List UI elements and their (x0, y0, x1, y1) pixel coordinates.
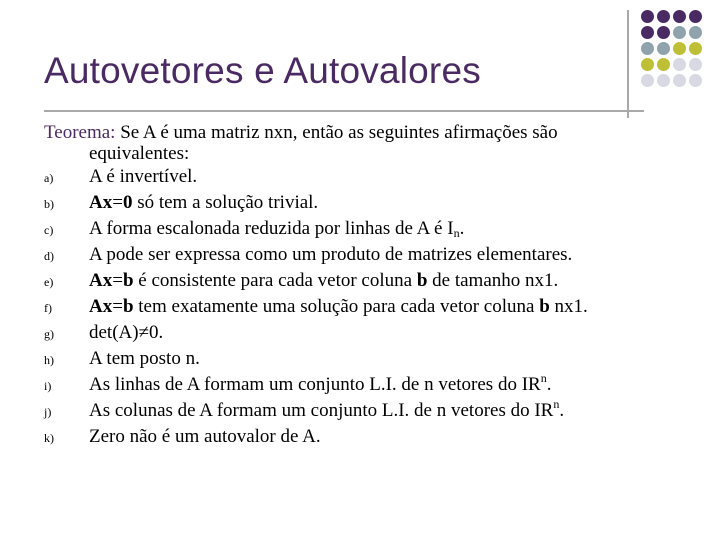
bold-term: 0 (122, 192, 133, 213)
item-marker: c) (44, 223, 54, 237)
item-marker: i) (44, 379, 52, 393)
list-item-f (44, 294, 714, 320)
list-item-d (44, 242, 714, 268)
item-marker: d) (44, 249, 54, 263)
decorative-dot (641, 10, 654, 23)
text-fragment: As colunas de A formam um conjunto L.I. de n vetores do IR (89, 400, 554, 421)
text-fragment: é consistente para cada vetor coluna (133, 270, 417, 291)
item-marker: j) (44, 405, 52, 419)
list-item-g (44, 320, 714, 346)
decorative-dot (673, 58, 686, 71)
theorem-text: Se A é uma matriz nxn, então as seguintes afirmações são (115, 122, 558, 143)
superscript: n (553, 397, 560, 411)
item-marker: k) (44, 431, 54, 445)
text-fragment: = (112, 192, 123, 213)
item-marker: f) (44, 301, 52, 315)
list-item-c (44, 216, 714, 242)
slide-title: Autovetores e Autovalores (44, 50, 481, 91)
bold-term: b (416, 270, 428, 291)
bold-term: b (122, 296, 134, 317)
item-text: A tem posto n. (89, 348, 200, 369)
decorative-dot (657, 58, 670, 71)
list-item-j (44, 398, 714, 424)
decorative-dot (673, 42, 686, 55)
list-item-k (44, 424, 714, 450)
text-fragment: tem exatamente uma solução para cada vetor coluna (133, 296, 540, 317)
bold-term: b (539, 296, 550, 317)
item-text (89, 398, 564, 424)
superscript: n (540, 371, 547, 385)
item-text (89, 216, 464, 242)
decorative-dot (641, 58, 654, 71)
item-text (89, 294, 588, 320)
theorem-statement (44, 122, 714, 164)
item-text: det(A)≠0. (89, 322, 164, 343)
item-text: Zero não é um autovalor de A. (89, 426, 321, 447)
text-fragment: = (112, 270, 123, 291)
subscript: n (453, 226, 460, 240)
bold-term: b (122, 270, 134, 291)
item-text (89, 190, 318, 216)
decorative-dot (657, 10, 670, 23)
decorative-dot (657, 26, 670, 39)
item-text: A é invertível. (89, 166, 198, 187)
theorem-text-continued: equivalentes: (89, 143, 190, 164)
decorative-dot (689, 10, 702, 23)
decorative-dot (689, 58, 702, 71)
item-marker: g) (44, 327, 54, 341)
item-text (89, 372, 551, 398)
decorative-dot (673, 74, 686, 87)
list-item-e (44, 268, 714, 294)
item-text (89, 268, 558, 294)
decorative-dot (689, 26, 702, 39)
list-item-h (44, 346, 714, 372)
text-fragment: de tamanho nx1. (427, 270, 559, 291)
list-item-a (44, 164, 714, 190)
item-text: A pode ser expressa como um produto de matrizes elementares. (89, 244, 573, 265)
decorative-dot (641, 42, 654, 55)
decorative-dot (641, 74, 654, 87)
text-fragment: . (459, 218, 465, 239)
bold-term: Ax (89, 192, 113, 213)
text-fragment: . (546, 374, 552, 395)
list-item-i (44, 372, 714, 398)
text-fragment: só tem a solução trivial. (132, 192, 319, 213)
decorative-dot (689, 42, 702, 55)
text-fragment: nx1. (549, 296, 588, 317)
theorem-label: Teorema: (44, 122, 116, 143)
title-underline (44, 110, 644, 112)
slide-content (44, 122, 714, 450)
bold-term: Ax (89, 270, 113, 291)
item-marker: h) (44, 353, 54, 367)
list-item-b (44, 190, 714, 216)
item-marker: a) (44, 171, 54, 185)
text-fragment: A forma escalonada reduzida por linhas de A é I (89, 218, 454, 239)
decorative-dot (689, 74, 702, 87)
item-marker: b) (44, 197, 54, 211)
decorative-dot (641, 26, 654, 39)
bold-term: Ax (89, 296, 113, 317)
decorative-dot (657, 74, 670, 87)
text-fragment: = (112, 296, 123, 317)
text-fragment: . (559, 400, 565, 421)
decorative-dot (673, 10, 686, 23)
decorative-dot (657, 42, 670, 55)
text-fragment: As linhas de A formam um conjunto L.I. de n vetores do IR (89, 374, 541, 395)
vertical-divider (627, 10, 629, 118)
item-marker: e) (44, 275, 54, 289)
decorative-dot (673, 26, 686, 39)
